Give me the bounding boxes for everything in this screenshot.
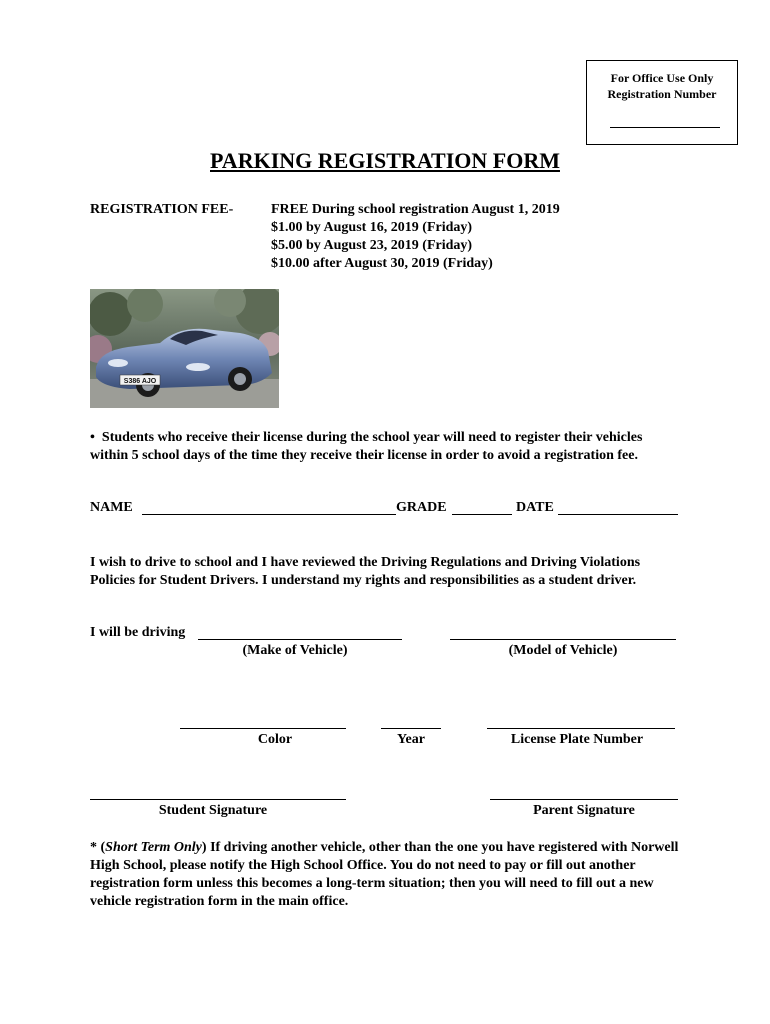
registration-number-label: Registration Number [607, 87, 717, 101]
date-label: DATE [516, 500, 554, 515]
color-field[interactable] [180, 728, 346, 729]
grade-field[interactable] [452, 514, 512, 515]
parent-signature-label: Parent Signature [533, 803, 635, 818]
page-title: PARKING REGISTRATION FORM [210, 148, 560, 173]
license-plate-field[interactable] [487, 728, 675, 729]
license-plate-text: S386 AJO [123, 378, 157, 385]
model-field[interactable] [450, 639, 676, 640]
bullet: • [90, 430, 95, 445]
year-field[interactable] [381, 728, 441, 729]
name-label: NAME [90, 500, 133, 515]
grade-label: GRADE [396, 500, 447, 515]
driving-label: I will be driving [90, 625, 186, 640]
color-label: Color [257, 732, 293, 747]
license-plate-label: License Plate Number [510, 732, 644, 747]
date-field[interactable] [558, 514, 678, 515]
license-notice [90, 429, 680, 465]
fee-item: $5.00 by August 23, 2019 (Friday) [271, 238, 473, 253]
license-notice-text: Students who receive their license during the school year will need to register their vehicles within 5 school days of the time they receive their license in order to avoid a registration fee. [90, 430, 643, 463]
fee-item: $10.00 after August 30, 2019 (Friday) [271, 256, 493, 271]
short-term-text: ) If driving another vehicle, other than the one you have registered with Norwell High School, please notify the High School Office. You do not need to pay or fill out another registration form unless this becomes a long-term situation; then you will need to fill out a new vehicle registration form in the main office. [90, 840, 679, 909]
model-label: (Model of Vehicle) [508, 643, 618, 658]
short-term-notice [90, 839, 680, 911]
registration-number-field[interactable] [610, 127, 720, 128]
short-term-prefix: * ( [90, 840, 106, 855]
short-term-emphasis: Short Term Only [105, 840, 202, 855]
student-signature-field[interactable] [90, 799, 346, 800]
fee-item: $1.00 by August 16, 2019 (Friday) [271, 220, 473, 235]
year-label: Year [397, 732, 425, 747]
parent-signature-field[interactable] [490, 799, 678, 800]
office-use-label: For Office Use Only [610, 71, 714, 85]
name-field[interactable] [142, 514, 396, 515]
fee-item: FREE During school registration August 1, 2019 [271, 202, 560, 217]
make-field[interactable] [198, 639, 402, 640]
agreement-text: I wish to drive to school and I have reviewed the Driving Regulations and Driving Violations Policies for Student Drivers. I understand my rights and responsibilities as a student driver. [90, 555, 641, 588]
student-signature-label: Student Signature [158, 803, 268, 818]
car-photo [90, 289, 279, 408]
make-label: (Make of Vehicle) [242, 643, 348, 658]
registration-fee-label: REGISTRATION FEE- [90, 202, 234, 217]
